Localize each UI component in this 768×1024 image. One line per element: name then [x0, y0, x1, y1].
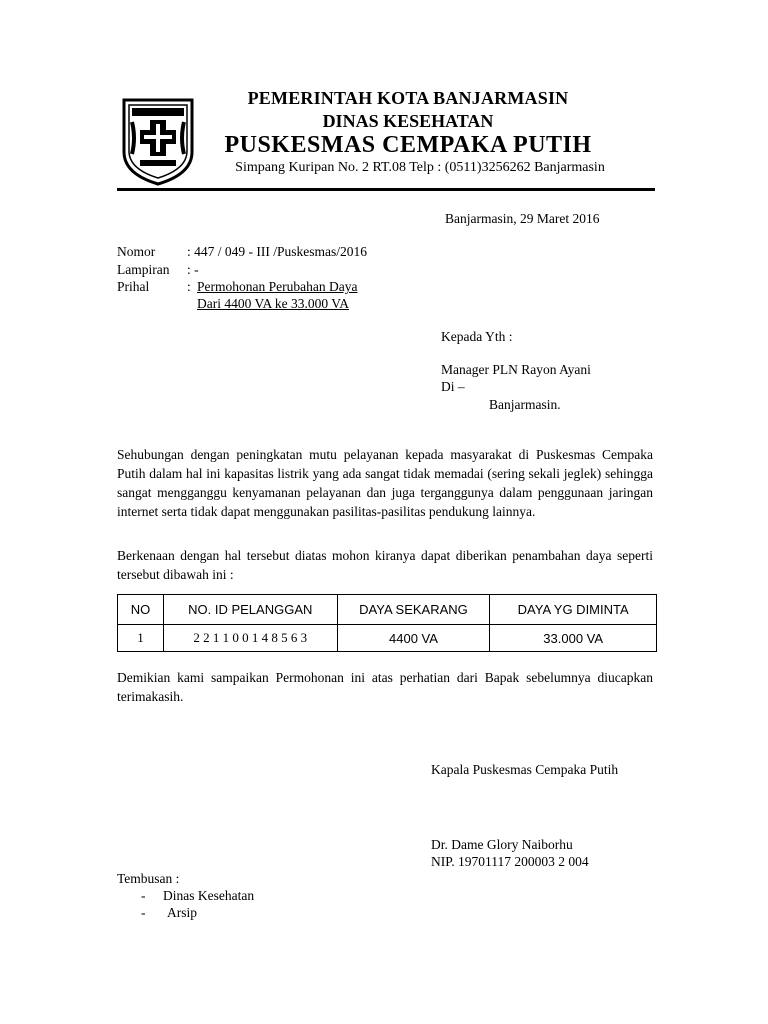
prihal-colon: :: [187, 279, 191, 294]
table-header-row: [118, 595, 657, 625]
city-emblem-logo: [118, 94, 198, 186]
recipient-name: Manager PLN Rayon Ayani: [441, 362, 591, 377]
signatory-nip: NIP. 19701117 200003 2 004: [431, 854, 589, 869]
signature-title: Kapala Puskesmas Cempaka Putih: [431, 762, 619, 777]
tembusan-item: Arsip: [167, 905, 197, 920]
letterhead-government: PEMERINTAH KOTA BANJARMASIN: [247, 88, 569, 108]
tembusan-item: Dinas Kesehatan: [163, 888, 255, 903]
table-header: NO. ID PELANGGAN: [163, 595, 337, 625]
letterhead-department: DINAS KESEHATAN: [322, 111, 494, 131]
prihal-line1: Permohonan Perubahan Daya: [197, 279, 358, 294]
table-header: DAYA YG DIMINTA: [490, 595, 657, 625]
letterhead-institution: PUSKESMAS CEMPAKA PUTIH: [224, 132, 592, 158]
nomor-value: : 447 / 049 - III /Puskesmas/2016: [187, 244, 367, 259]
table-cell: 4400 VA: [337, 625, 490, 652]
table-cell: 2 2 1 1 0 0 1 4 8 5 6 3: [163, 625, 337, 652]
letterhead-address: Simpang Kuripan No. 2 RT.08 Telp : (0511)3256262 Banjarmasin: [235, 160, 605, 175]
table-cell: 1: [118, 625, 164, 652]
body-paragraph-1: Sehubungan dengan peningkatan mutu pelayanan kepada masyarakat di Puskesmas Cempaka Putih dalam hal ini kapasitas listrik yang ada sangat tidak memadai (sering sekali jeglek) sehingga sangat mengganggu kenyamanan pelayanan dan juga terganggunya dalam penggunaan jaringan internet serta tidak dapat menggunakan pasilitas-pasilitas pendukung lainnya.: [117, 447, 653, 519]
tembusan-bullet: -: [141, 905, 146, 920]
signatory-name: Dr. Dame Glory Naiborhu: [431, 837, 573, 852]
table-header: DAYA SEKARANG: [337, 595, 490, 625]
lampiran-label: Lampiran: [117, 262, 170, 277]
recipient-di: Di –: [441, 379, 465, 394]
tembusan-bullet: -: [141, 888, 146, 903]
prihal-label: Prihal: [117, 279, 150, 294]
body-paragraph-2: Berkenaan dengan hal tersebut diatas mohon kiranya dapat diberikan penambahan daya seperti tersebut dibawah ini :: [117, 548, 653, 582]
body-paragraph-3: Demikian kami sampaikan Permohonan ini atas perhatian dari Bapak sebelumnya diucapkan terimakasih.: [117, 670, 653, 704]
tembusan-label: Tembusan :: [117, 871, 180, 886]
table-row: [118, 625, 657, 652]
lampiran-value: : -: [187, 262, 199, 277]
power-request-table: [117, 594, 657, 652]
recipient-kepada: Kepada Yth :: [441, 329, 513, 344]
table-cell: 33.000 VA: [490, 625, 657, 652]
letter-date: Banjarmasin, 29 Maret 2016: [445, 211, 600, 226]
table-header: NO: [118, 595, 164, 625]
nomor-label: Nomor: [117, 244, 156, 259]
prihal-line2: Dari 4400 VA ke 33.000 VA: [197, 296, 350, 311]
recipient-city: Banjarmasin.: [489, 397, 561, 412]
letterhead-divider: [117, 188, 655, 191]
